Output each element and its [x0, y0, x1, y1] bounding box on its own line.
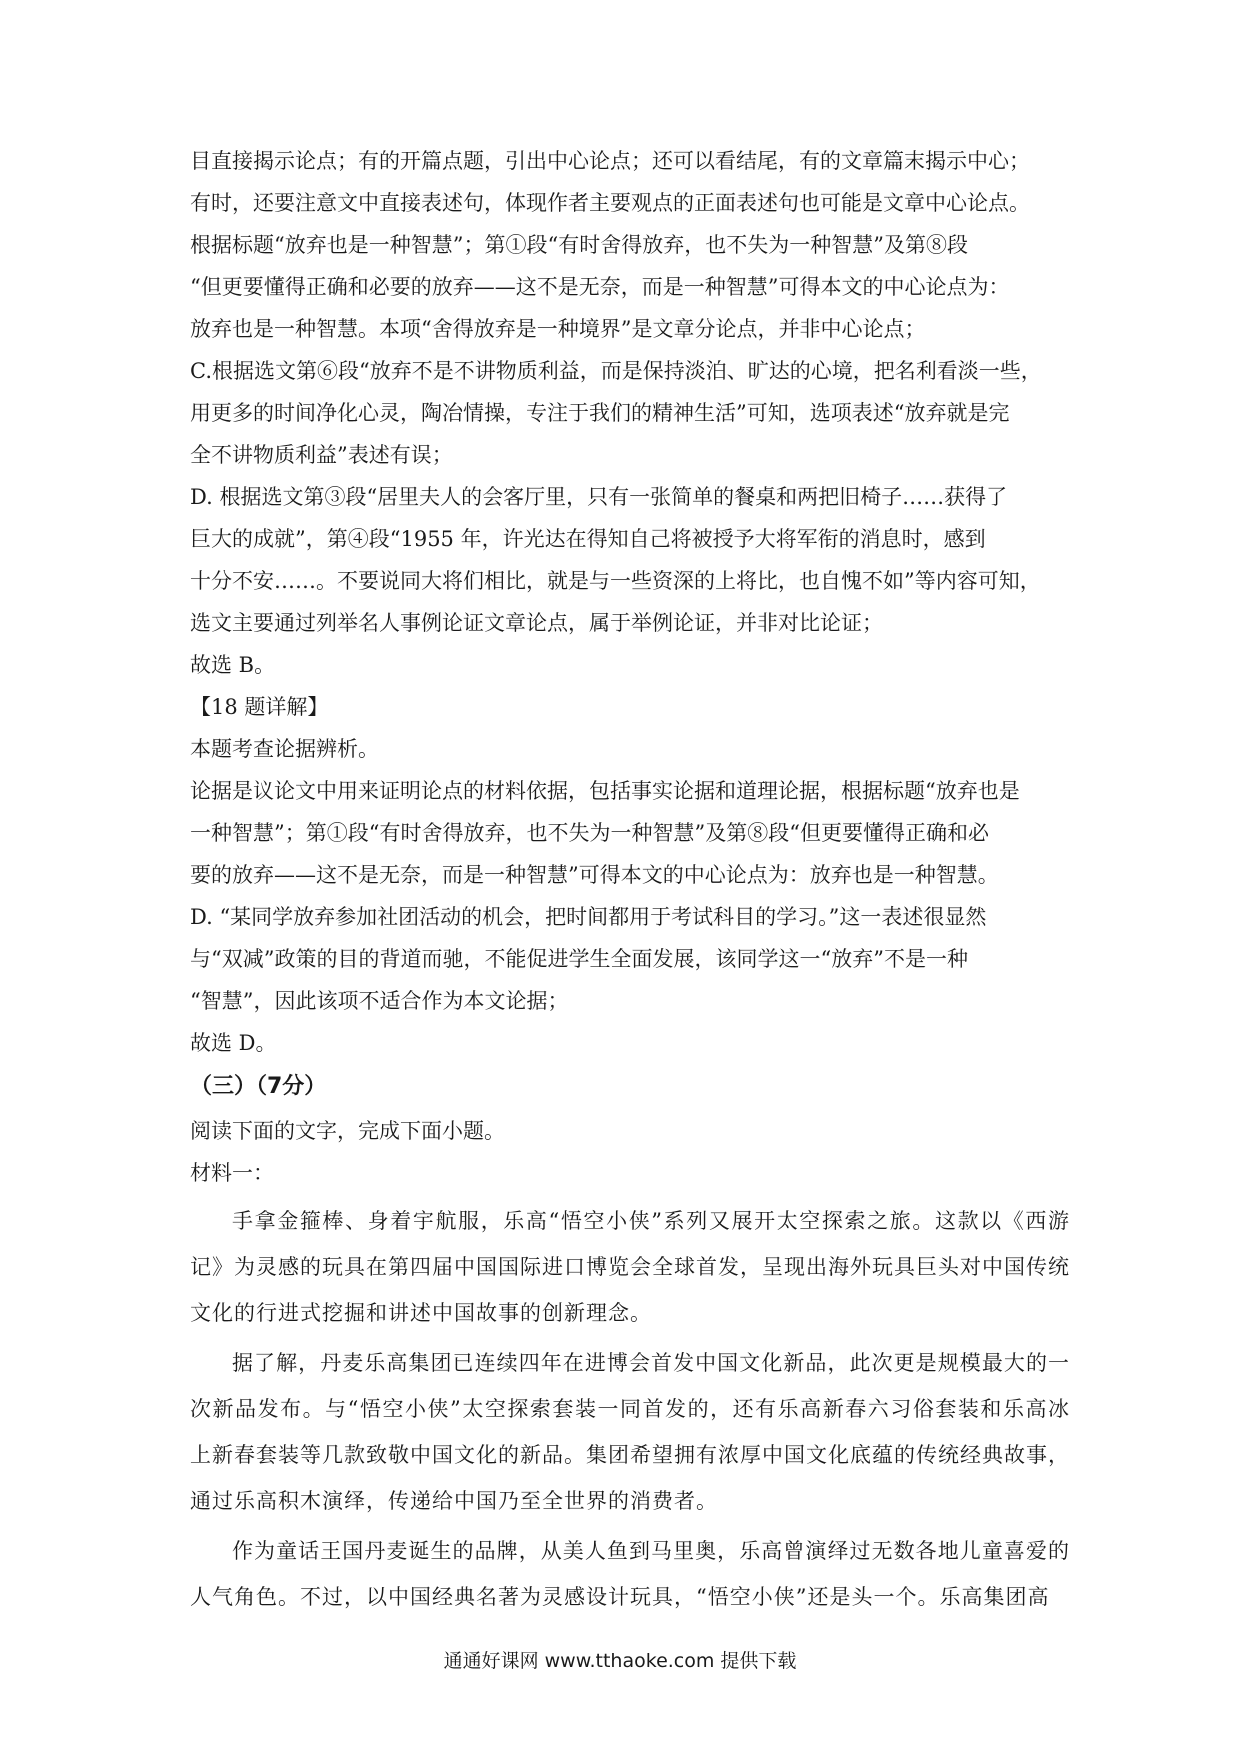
answer-line: 十分不安……。不要说同大将们相比，就是与一些资深的上将比，也自愧不如”等内容可知，: [190, 569, 1041, 593]
question-18-heading: 【18 题详解】: [190, 695, 329, 719]
answer-line: 目直接揭示论点；有的开篇点题，引出中心论点；还可以看结尾，有的文章篇末揭示中心；: [190, 149, 1030, 173]
answer-conclusion: 故选 B。: [190, 653, 276, 677]
answer-line: 一种智慧”；第①段“有时舍得放弃，也不失为一种智慧”及第⑧段“但更要懂得正确和必: [190, 821, 989, 845]
document-page: [190, 140, 1070, 1620]
answer-line: 选文主要通过列举名人事例论证文章论点，属于举例论证，并非对比论证；: [190, 611, 883, 635]
answer-line: 全不讲物质利益”表述有误；: [190, 443, 453, 467]
answer-line: C.根据选文第⑥段“放弃不是不讲物质利益，而是保持淡泊、旷达的心境，把名利看淡一些，: [190, 359, 1042, 383]
answer-conclusion: 故选 D。: [190, 1031, 277, 1055]
answer-line: D. “某同学放弃参加社团活动的机会，把时间都用于考试科目的学习。”这一表述很显然: [190, 905, 987, 929]
answer-line: 有时，还要注意文中直接表述句，体现作者主要观点的正面表述句也可能是文章中心论点。: [190, 191, 1030, 215]
answer-line: 放弃也是一种智慧。本项“舍得放弃是一种境界”是文章分论点，并非中心论点；: [190, 317, 926, 341]
answer-line: “智慧”，因此该项不适合作为本文论据；: [190, 989, 569, 1013]
answer-line: “但更要懂得正确和必要的放弃——这不是无奈，而是一种智慧”可得本文的中心论点为：: [190, 275, 1010, 299]
answer-line: 用更多的时间净化心灵，陶冶情操，专注于我们的精神生活”可知，选项表述“放弃就是完: [190, 401, 1010, 425]
answer-line: 论据是议论文中用来证明论点的材料依据，包括事实论据和道理论据，根据标题“放弃也是: [190, 779, 1020, 803]
answer-line: 与“双减”政策的目的背道而驰，不能促进学生全面发展，该同学这一“放弃”不是一种: [190, 947, 968, 971]
answer-line: 巨大的成就”，第④段“1955 年，许光达在得知自己将被授予大将军衔的消息时，感到: [190, 527, 986, 551]
answer-line: 要的放弃——这不是无奈，而是一种智慧”可得本文的中心论点为：放弃也是一种智慧。: [190, 863, 999, 887]
reading-paragraph: 作为童话王国丹麦诞生的品牌，从美人鱼到马里奥，乐高曾演绎过无数各地儿童喜爱的人气角色。不过，以中国经典名著为灵感设计玩具，“悟空小侠”还是头一个。乐高集团高: [190, 1539, 1070, 1609]
answer-line: 根据标题“放弃也是一种智慧”；第①段“有时舍得放弃，也不失为一种智慧”及第⑧段: [190, 233, 968, 257]
reading-paragraph: 手拿金箍棒、身着宇航服，乐高“悟空小侠”系列又展开太空探索之旅。这款以《西游记》为灵感的玩具在第四届中国国际进口博览会全球首发，呈现出海外玩具巨头对中国传统文化的行进式挖掘和讲述中国故事的创新理念。: [190, 1209, 1070, 1325]
answer-line: 本题考查论据辨析。: [190, 737, 379, 761]
material-label: 材料一：: [190, 1161, 274, 1185]
page-footer: 通通好课网 www.tthaoke.com 提供下载: [443, 1650, 797, 1672]
answer-line: D. 根据选文第③段“居里夫人的会客厅里，只有一张简单的餐桌和两把旧椅子……获得了: [190, 485, 1008, 509]
section-heading: （三）（7分）: [190, 1074, 327, 1099]
instruction-text: 阅读下面的文字，完成下面小题。: [190, 1119, 505, 1143]
reading-paragraph: 据了解，丹麦乐高集团已连续四年在进博会首发中国文化新品，此次更是规模最大的一次新品发布。与“悟空小侠”太空探索套装一同首发的，还有乐高新春六习俗套装和乐高冰上新春套装等几款致敬中国文化的新品。集团希望拥有浓厚中国文化底蕴的传统经典故事，通过乐高积木演绎，传递给中国乃至全世界的消费者。: [190, 1351, 1070, 1513]
